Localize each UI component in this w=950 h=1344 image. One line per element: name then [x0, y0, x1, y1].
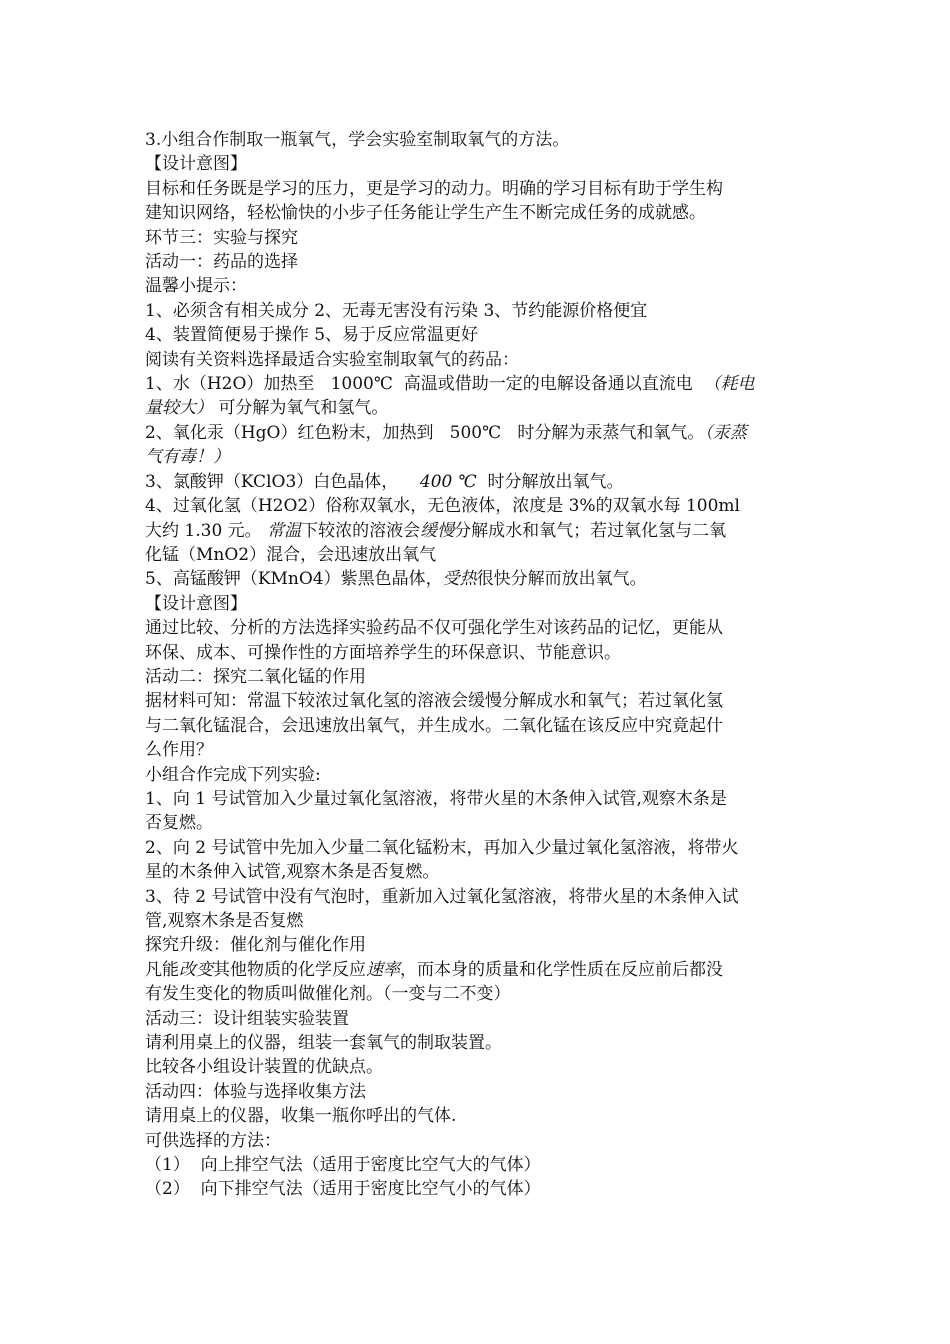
italic-span: 缓慢	[420, 520, 455, 541]
text-line: 通过比较、分析的方法选择实验药品不仅可强化学生对该药品的记忆，更能从	[145, 618, 723, 639]
text-line: 2、向 2 号试管中先加入少量二氧化锰粉末，再加入少量过氧化氢溶液，将带火	[145, 837, 739, 858]
section-heading: 环节三：实验与探究	[145, 227, 298, 248]
italic-span: 改变	[179, 959, 213, 980]
activity-heading: 活动二：探究二氧化锰的作用	[145, 666, 366, 687]
text-line: 请用桌上的仪器，收集一瓶你呼出的气体.	[145, 1106, 457, 1127]
text-line: 3、待 2 号试管中没有气泡时，重新加入过氧化氢溶液，将带火星的木条伸入试	[145, 886, 739, 907]
text-line: 据材料可知：常温下较浓过氧化氢的溶液会缓慢分解成水和氧气；若过氧化氢	[145, 691, 723, 712]
italic-span: 量较大）	[145, 398, 213, 419]
text-line: 否复燃。	[145, 813, 213, 834]
text-span: 可分解为氧气和氢气。	[213, 398, 389, 419]
text-line	[145, 567, 810, 591]
text-line: 气有毒！）	[145, 447, 230, 468]
text-line: 小组合作完成下列实验:	[145, 764, 321, 785]
text-line: 化锰（MnO2）混合，会迅速放出氧气	[145, 544, 437, 565]
italic-span: 400 ℃	[419, 471, 477, 492]
italic-span: （汞蒸	[704, 422, 747, 443]
text-span: 分解成水和氧气；若过氧化氢与二氧	[454, 520, 727, 541]
text-line: 3.小组合作制取一瓶氧气，学会实验室制取氧气的方法。	[145, 130, 570, 150]
text-line: 星的木条伸入试管,观察木条是否复燃。	[145, 862, 440, 883]
italic-span: 受热	[442, 569, 477, 590]
text-line	[145, 519, 810, 543]
text-line	[145, 396, 810, 420]
text-line: 1、向 1 号试管加入少量过氧化氢溶液，将带火星的木条伸入试管,观察木条是	[145, 788, 727, 809]
text-span: 2、氧化汞（HgO）红色粉末，加热到 500℃ 时分解为汞蒸气和氧气。	[145, 422, 705, 443]
list-item: （1） 向上排空气法（适用于密度比空气大的气体）	[145, 1155, 541, 1176]
text-line: 么作用？	[145, 740, 213, 761]
activity-heading: 活动一：药品的选择	[145, 252, 298, 273]
text-line: 请利用桌上的仪器，组装一套氧气的制取装置。	[145, 1033, 502, 1054]
text-span: 其他物质的化学反应	[213, 959, 366, 980]
text-line	[145, 421, 810, 445]
text-line	[145, 958, 810, 982]
italic-span: 速率	[366, 959, 400, 980]
list-item: （2） 向下排空气法（适用于密度比空气小的气体）	[145, 1179, 541, 1200]
text-line: 建知识网络，轻松愉快的小步子任务能让学生产生不断完成任务的成就感。	[145, 203, 706, 224]
text-span: 5、高锰酸钾（KMnO4）紫黑色晶体，	[145, 569, 443, 590]
text-line: 比较各小组设计装置的优缺点。	[145, 1057, 383, 1078]
text-line: 有发生变化的物质叫做催化剂。（一变与二不变）	[145, 984, 511, 1005]
italic-span: （耗电	[703, 374, 755, 395]
text-span: 大约 1.30 元。	[145, 520, 268, 541]
section-heading: 探究升级：催化剂与催化作用	[145, 935, 366, 956]
text-span: 1、水（H2O）加热至 1000℃ 高温或借助一定的电解设备通以直流电	[145, 374, 704, 395]
text-span: 凡能	[145, 959, 179, 980]
activity-heading: 活动三：设计组装实验装置	[145, 1008, 349, 1029]
document-body	[145, 128, 810, 1202]
text-line: 可供选择的方法：	[145, 1130, 281, 1151]
section-heading: 【设计意图】	[145, 154, 247, 175]
text-line: 4、过氧化氢（H2O2）俗称双氧水，无色液体，浓度是 3%的双氧水每 100ml	[145, 496, 740, 517]
text-span: ，而本身的质量和化学性质在反应前后都没	[400, 959, 723, 980]
section-heading: 【设计意图】	[145, 593, 247, 614]
text-line: 与二氧化锰混合，会迅速放出氧气，并生成水。二氧化锰在该反应中究竟起什	[145, 715, 723, 736]
activity-heading: 活动四：体验与选择收集方法	[145, 1081, 366, 1102]
text-line: 1、必须含有相关成分 2、无毒无害没有污染 3、节约能源价格便宜	[145, 300, 648, 321]
text-line: 环保、成本、可操作性的方面培养学生的环保意识、节能意识。	[145, 642, 621, 663]
text-line: 阅读有关资料选择最适合实验室制取氧气的药品：	[145, 349, 519, 370]
text-span: 3、氯酸钾（KClO3）白色晶体，	[145, 471, 420, 492]
italic-span: 常温	[267, 520, 302, 541]
text-span: 下较浓的溶液会	[301, 520, 421, 541]
text-line: 管,观察木条是否复燃	[145, 911, 304, 931]
text-line: 温馨小提示：	[145, 276, 247, 297]
text-line: 目标和任务既是学习的压力，更是学习的动力。明确的学习目标有助于学生构	[145, 178, 723, 199]
text-span: 很快分解而放出氧气。	[476, 569, 647, 590]
text-line	[145, 372, 810, 396]
text-span: 时分解放出氧气。	[476, 471, 624, 492]
text-line	[145, 470, 810, 494]
text-line: 4、装置简便易于操作 5、易于反应常温更好	[145, 325, 479, 346]
